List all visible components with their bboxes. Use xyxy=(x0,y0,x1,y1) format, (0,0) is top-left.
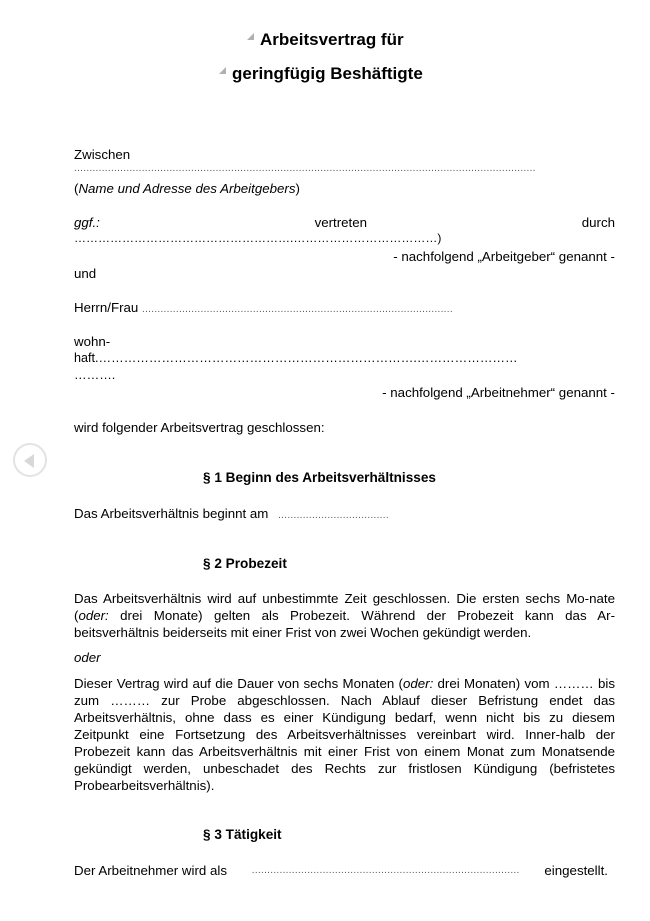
durch-label: durch xyxy=(581,215,615,230)
job-title-dots: ....................................................................................... xyxy=(251,865,520,876)
title-text-1: Arbeitsvertrag für xyxy=(260,30,404,49)
section-3-text: Der Arbeitnehmer wird als xyxy=(74,863,227,878)
section-3-heading: § 3 Tätigkeit xyxy=(203,827,282,842)
representation-line xyxy=(74,215,615,230)
section-1-text: Das Arbeitsverhältnis beginnt am xyxy=(74,506,269,521)
section-2-heading: § 2 Probezeit xyxy=(203,556,287,571)
employee-name-dots: ..................................................................................................... xyxy=(142,304,453,315)
oder-label: oder xyxy=(74,650,101,665)
title-text-2: geringfügig Beshäftigte xyxy=(232,64,423,83)
section-3-end: eingestellt. xyxy=(544,863,608,878)
ggf-label: ggf.: xyxy=(74,215,100,230)
wohnhaft-label-2: haft.………………………………………………………………….…………………… xyxy=(74,351,518,365)
employer-named: - nachfolgend „Arbeitgeber“ genannt - xyxy=(393,249,615,264)
vertreten-label: vertreten xyxy=(314,215,368,230)
employer-dots: ...................................................................................................................................................... xyxy=(74,163,536,174)
title-line-1 xyxy=(247,30,404,50)
section-3-text-line xyxy=(74,863,608,878)
marker-triangle-icon xyxy=(219,67,226,74)
section-1-heading: § 1 Beginn des Arbeitsverhältnisses xyxy=(203,470,436,485)
marker-triangle-icon xyxy=(247,33,254,40)
s2-p2-text-a: Dieser Vertrag wird auf die Dauer von sechs Monaten ( xyxy=(74,676,403,691)
employee-name-line xyxy=(74,300,453,315)
wohnhaft-dots-cont: ………. xyxy=(74,368,116,382)
zwischen-label: Zwischen xyxy=(74,147,131,162)
s2-p1-text-a: Das Arbeitsverhältnis wird auf unbestimmte Zeit geschlossen. Die ersten sechs Mo-nate ( xyxy=(74,591,615,623)
s2-p1-oder: oder: xyxy=(78,608,109,623)
section-2-paragraph-2 xyxy=(74,675,615,794)
start-date-dots: .................................... xyxy=(278,510,389,521)
herr-frau-label: Herrn/Frau xyxy=(74,300,139,315)
previous-page-icon[interactable] xyxy=(13,443,47,477)
und-label: und xyxy=(74,266,97,281)
s2-p2-text-b: drei Monaten) vom ……… bis zum ……… zur Probe abgeschlossen. Nach Ablauf dieser Befristung endet das Arbeitsverhältnis, ohne dass es einer Kündigung bedarf, wenn nicht bis zu diesem Zeitpunkt eine Fortsetzung des Arbeitsverhältnisses vereinbart wird. Inner-halb der Probezeit kann das Arbeitsverhältnis mit einer Frist von einem Monat zum Monatsende gekündigt werden, unbeschadet des Rechts zur fristlosen Kündigung (befristetes Probearbeitsverhältnis). xyxy=(74,676,615,793)
concluded-text: wird folgender Arbeitsvertrag geschlossen: xyxy=(74,420,325,435)
s2-p2-oder: oder: xyxy=(402,676,434,691)
section-1-text-line xyxy=(74,506,389,521)
s2-p1-text-b: drei Monate) gelten als Probezeit. Während der Probezeit kann das Ar-beitsverhältnis beiderseits mit einer Frist von zwei Wochen gekündigt werden. xyxy=(74,608,615,640)
employee-named: - nachfolgend „Arbeitnehmer“ genannt - xyxy=(382,385,615,400)
title-line-2 xyxy=(219,64,423,84)
representative-dots: ……………………………………………….………………………………) xyxy=(74,231,442,245)
wohnhaft-label-1: wohn- xyxy=(74,334,111,349)
employer-hint: (Name und Adresse des Arbeitgebers) xyxy=(74,181,300,196)
section-2-paragraph-1 xyxy=(74,590,615,641)
